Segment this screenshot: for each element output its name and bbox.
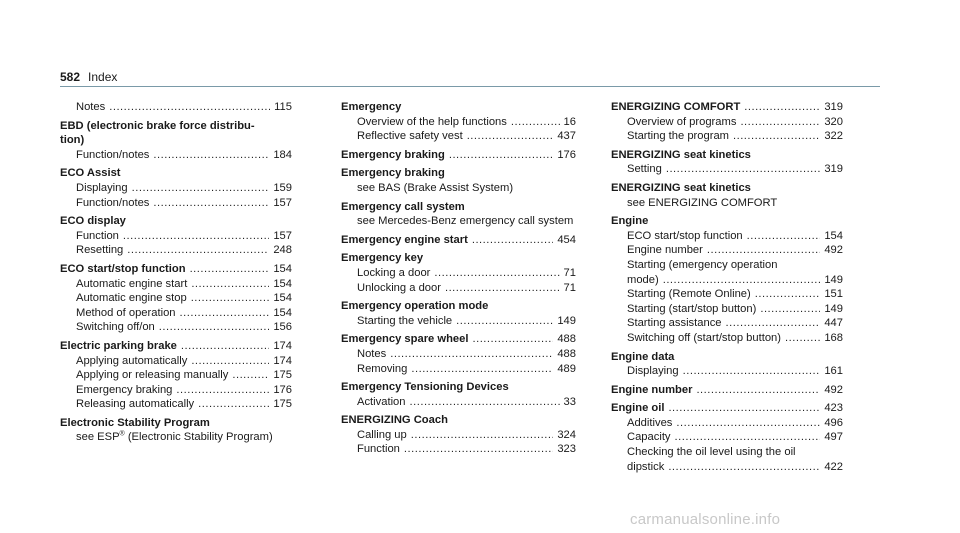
index-subentry	[341, 428, 576, 443]
entry-label: Function/notes	[76, 148, 150, 161]
index-heading	[60, 262, 292, 277]
page-reference[interactable]: 159	[273, 181, 292, 194]
page-reference[interactable]: 16	[563, 115, 576, 128]
index-subentry	[611, 302, 843, 317]
entry-label: Additives	[627, 416, 673, 429]
entry-label: Starting the vehicle	[357, 314, 453, 327]
index-heading: ECO Assist	[60, 167, 121, 180]
page-reference[interactable]: 422	[824, 460, 843, 473]
entry-label: Resetting	[76, 244, 124, 257]
dot-leader	[434, 266, 559, 281]
index-subentry	[60, 181, 292, 196]
page-reference[interactable]: 154	[824, 229, 843, 242]
page-reference[interactable]: 319	[824, 163, 843, 176]
index-subentry	[60, 368, 292, 383]
index-subentry	[611, 115, 843, 130]
page-reference[interactable]: 149	[824, 302, 843, 315]
index-subentry	[60, 100, 292, 115]
entry-label: Unlocking a door	[357, 281, 441, 294]
entry-label: Method of operation	[76, 306, 176, 319]
dot-leader	[733, 129, 820, 144]
page-reference[interactable]: 489	[557, 362, 576, 375]
page-reference[interactable]: 454	[557, 233, 576, 246]
page-reference[interactable]: 423	[824, 402, 843, 415]
page-reference[interactable]: 157	[273, 196, 292, 209]
index-subentry	[60, 383, 292, 398]
dot-leader	[740, 115, 820, 130]
page-reference[interactable]: 71	[563, 281, 576, 294]
page-reference[interactable]: 154	[273, 262, 292, 275]
entry-label: ECO start/stop function	[60, 262, 186, 275]
index-heading: Engine	[611, 215, 649, 228]
entry-label: Notes	[357, 347, 387, 360]
dot-leader	[190, 262, 270, 277]
index-heading: Emergency Tensioning Devices	[341, 381, 509, 394]
page-reference[interactable]: 492	[824, 244, 843, 257]
entry-label: Automatic engine stop	[76, 292, 187, 305]
index-subentry	[611, 430, 843, 445]
entry-label: Starting the program	[627, 130, 729, 143]
index-subentry	[60, 306, 292, 321]
dot-leader	[676, 416, 820, 431]
index-subentry	[341, 281, 576, 296]
dot-leader	[232, 368, 269, 383]
page-reference[interactable]: 161	[824, 365, 843, 378]
index-subentry	[341, 362, 576, 377]
page-reference[interactable]: 322	[824, 130, 843, 143]
dot-leader	[785, 331, 820, 346]
dot-leader	[760, 302, 820, 317]
page-reference[interactable]: 175	[273, 398, 292, 411]
index-subentry	[60, 397, 292, 412]
entry-label: Electric parking brake	[60, 339, 177, 352]
page-reference[interactable]: 151	[824, 288, 843, 301]
dot-leader	[109, 100, 270, 115]
page-reference[interactable]: 168	[824, 331, 843, 344]
dot-leader	[191, 277, 269, 292]
dot-leader	[666, 162, 820, 177]
index-subentry	[611, 229, 843, 244]
dot-leader	[153, 148, 269, 163]
index-heading	[60, 339, 292, 354]
index-see-reference: see BAS (Brake Assist System)	[357, 181, 514, 194]
entry-label: Emergency braking	[76, 383, 173, 396]
dot-leader	[668, 460, 820, 475]
index-subentry	[611, 416, 843, 431]
entry-label: Engine number	[627, 244, 703, 257]
entry-label: Releasing automatically	[76, 398, 195, 411]
index-column-3	[611, 100, 843, 474]
index-heading: ECO display	[60, 215, 126, 228]
index-subentry	[611, 331, 843, 346]
index-heading: Emergency call system	[341, 200, 465, 213]
entry-label: dipstick	[627, 460, 665, 473]
index-subentry: Starting (emergency operation	[627, 258, 778, 271]
entry-label: Overview of the help functions	[357, 115, 507, 128]
dot-leader	[180, 306, 270, 321]
page-reference[interactable]: 174	[273, 339, 292, 352]
page-reference[interactable]: 447	[824, 317, 843, 330]
page-reference[interactable]: 319	[824, 101, 843, 113]
page-reference[interactable]: 176	[273, 383, 292, 396]
entry-label: Starting (start/stop button)	[627, 302, 757, 315]
entry-label: Function	[76, 229, 119, 242]
entry-label: Function/notes	[76, 196, 150, 209]
page-reference[interactable]: 176	[557, 148, 576, 161]
dot-leader	[747, 229, 821, 244]
index-subentry	[60, 354, 292, 369]
entry-label: Switching off/on	[76, 321, 155, 334]
header-divider	[60, 86, 880, 87]
page-reference[interactable]: 154	[273, 292, 292, 305]
dot-leader	[683, 364, 821, 379]
index-subentry	[60, 196, 292, 211]
dot-leader	[198, 397, 269, 412]
dot-leader	[726, 316, 821, 331]
dot-leader	[449, 148, 553, 163]
index-subentry	[60, 291, 292, 306]
dot-leader	[123, 229, 269, 244]
index-heading	[611, 100, 843, 115]
entry-label: Calling up	[357, 428, 407, 441]
entry-label: Displaying	[76, 181, 128, 194]
dot-leader	[696, 383, 820, 398]
entry-label: Switching off (start/stop button)	[627, 331, 782, 344]
watermark: carmanualsonline.info	[630, 511, 781, 528]
index-see-reference: see Mercedes-Benz emergency call system	[357, 215, 574, 228]
page-reference[interactable]: 174	[273, 354, 292, 367]
dot-leader	[411, 428, 554, 443]
entry-label: Engine number	[611, 383, 693, 396]
page-reference[interactable]: 324	[557, 428, 576, 441]
page-reference[interactable]: 149	[557, 314, 576, 327]
page-number: 582	[60, 70, 81, 84]
dot-leader	[467, 129, 554, 144]
entry-label: Emergency engine start	[341, 233, 468, 246]
entry-label: Emergency spare wheel	[341, 333, 469, 346]
see-text-rest: (Electronic Stability Program)	[124, 431, 273, 444]
index-subentry	[341, 395, 576, 410]
index-subentry	[341, 129, 576, 144]
entry-label: ECO start/stop function	[627, 229, 743, 242]
entry-label: Overview of programs	[627, 115, 737, 128]
index-heading: EBD (electronic brake force distribu-	[60, 119, 255, 132]
index-heading: Electronic Stability Program	[60, 416, 210, 429]
entry-label: Activation	[357, 395, 406, 408]
page-reference[interactable]: 184	[273, 148, 292, 161]
index-heading: Emergency braking	[341, 167, 445, 180]
index-subentry	[611, 273, 843, 288]
page-reference[interactable]: 115	[274, 101, 292, 113]
index-subentry	[341, 442, 576, 457]
page-header	[60, 70, 117, 84]
dot-leader	[390, 347, 553, 362]
dot-leader	[181, 339, 269, 354]
dot-leader	[411, 362, 553, 377]
index-subentry	[611, 364, 843, 379]
page-reference[interactable]: 175	[273, 369, 292, 382]
index-subentry	[60, 277, 292, 292]
dot-leader	[445, 281, 560, 296]
entry-label: ENERGIZING COMFORT	[611, 101, 741, 113]
page-reference[interactable]: 71	[563, 266, 576, 279]
page-reference[interactable]: 154	[273, 277, 292, 290]
page-reference[interactable]: 496	[824, 416, 843, 429]
index-heading: ENERGIZING Coach	[341, 414, 448, 427]
page-reference[interactable]: 154	[273, 306, 292, 319]
dot-leader	[511, 115, 560, 130]
index-subentry	[611, 316, 843, 331]
entry-label: Applying or releasing manually	[76, 369, 229, 382]
entry-label: Removing	[357, 362, 408, 375]
index-subentry	[611, 162, 843, 177]
index-heading	[611, 383, 843, 398]
index-column-2	[341, 100, 576, 457]
index-heading: Engine data	[611, 350, 675, 363]
page-reference[interactable]: 497	[824, 431, 843, 444]
index-heading: tion)	[60, 134, 85, 147]
page-reference[interactable]: 149	[824, 273, 843, 286]
index-subentry	[611, 129, 843, 144]
entry-label: Automatic engine start	[76, 277, 188, 290]
dot-leader	[159, 320, 270, 335]
entry-label: mode)	[627, 273, 659, 286]
index-subentry	[341, 115, 576, 130]
index-subentry	[341, 314, 576, 329]
entry-label: Starting (Remote Online)	[627, 288, 751, 301]
page-reference[interactable]: 320	[824, 115, 843, 128]
dot-leader	[456, 314, 553, 329]
index-subentry	[60, 148, 292, 163]
index-subentry: Checking the oil level using the oil	[627, 446, 796, 459]
index-heading: Emergency operation mode	[341, 300, 489, 313]
index-see-reference	[60, 430, 292, 445]
section-title: Index	[88, 70, 118, 84]
dot-leader	[127, 243, 269, 258]
index-heading: ENERGIZING seat kinetics	[611, 148, 751, 161]
dot-leader	[707, 243, 820, 258]
index-heading	[341, 233, 576, 248]
index-subentry	[611, 460, 843, 475]
index-subentry	[60, 229, 292, 244]
page-reference[interactable]: 488	[557, 333, 576, 346]
dot-leader	[153, 196, 269, 211]
page-reference[interactable]: 492	[824, 383, 843, 396]
dot-leader	[132, 181, 270, 196]
index-subentry	[341, 347, 576, 362]
entry-label: Starting assistance	[627, 317, 722, 330]
index-heading: Emergency	[341, 101, 402, 113]
page-reference[interactable]: 33	[563, 395, 576, 408]
entry-label: Setting	[627, 163, 662, 176]
index-heading	[611, 401, 843, 416]
entry-label: Reflective safety vest	[357, 130, 463, 143]
page-reference[interactable]: 323	[557, 443, 576, 456]
index-see-reference: see ENERGIZING COMFORT	[627, 196, 778, 209]
page-reference[interactable]: 248	[273, 244, 292, 257]
dot-leader	[404, 442, 553, 457]
index-subentry	[60, 320, 292, 335]
dot-leader	[472, 332, 553, 347]
entry-label: Engine oil	[611, 402, 665, 415]
page-reference[interactable]: 488	[557, 347, 576, 360]
dot-leader	[663, 273, 821, 288]
see-text: see ESP	[76, 431, 120, 444]
index-subentry	[611, 287, 843, 302]
entry-label: Emergency braking	[341, 148, 445, 161]
dot-leader	[675, 430, 821, 445]
entry-label: Locking a door	[357, 266, 431, 279]
entry-label: Displaying	[627, 365, 679, 378]
dot-leader	[744, 100, 820, 115]
index-heading	[341, 148, 576, 163]
entry-label: Notes	[76, 101, 106, 113]
index-subentry	[611, 243, 843, 258]
dot-leader	[755, 287, 821, 302]
index-subentry	[341, 266, 576, 281]
page-reference[interactable]: 437	[557, 130, 576, 143]
registered-mark: ®	[119, 430, 125, 438]
index-column-1	[60, 100, 292, 445]
dot-leader	[191, 354, 269, 369]
entry-label: Capacity	[627, 431, 671, 444]
entry-label: Function	[357, 443, 400, 456]
dot-leader	[176, 383, 269, 398]
entry-label: Applying automatically	[76, 354, 188, 367]
index-heading	[341, 332, 576, 347]
dot-leader	[668, 401, 820, 416]
index-subentry	[60, 243, 292, 258]
index-heading: Emergency key	[341, 252, 424, 265]
page-reference[interactable]: 157	[273, 229, 292, 242]
index-heading: ENERGIZING seat kinetics	[611, 181, 751, 194]
dot-leader	[191, 291, 270, 306]
page-reference[interactable]: 156	[273, 321, 292, 334]
dot-leader	[472, 233, 553, 248]
dot-leader	[410, 395, 560, 410]
